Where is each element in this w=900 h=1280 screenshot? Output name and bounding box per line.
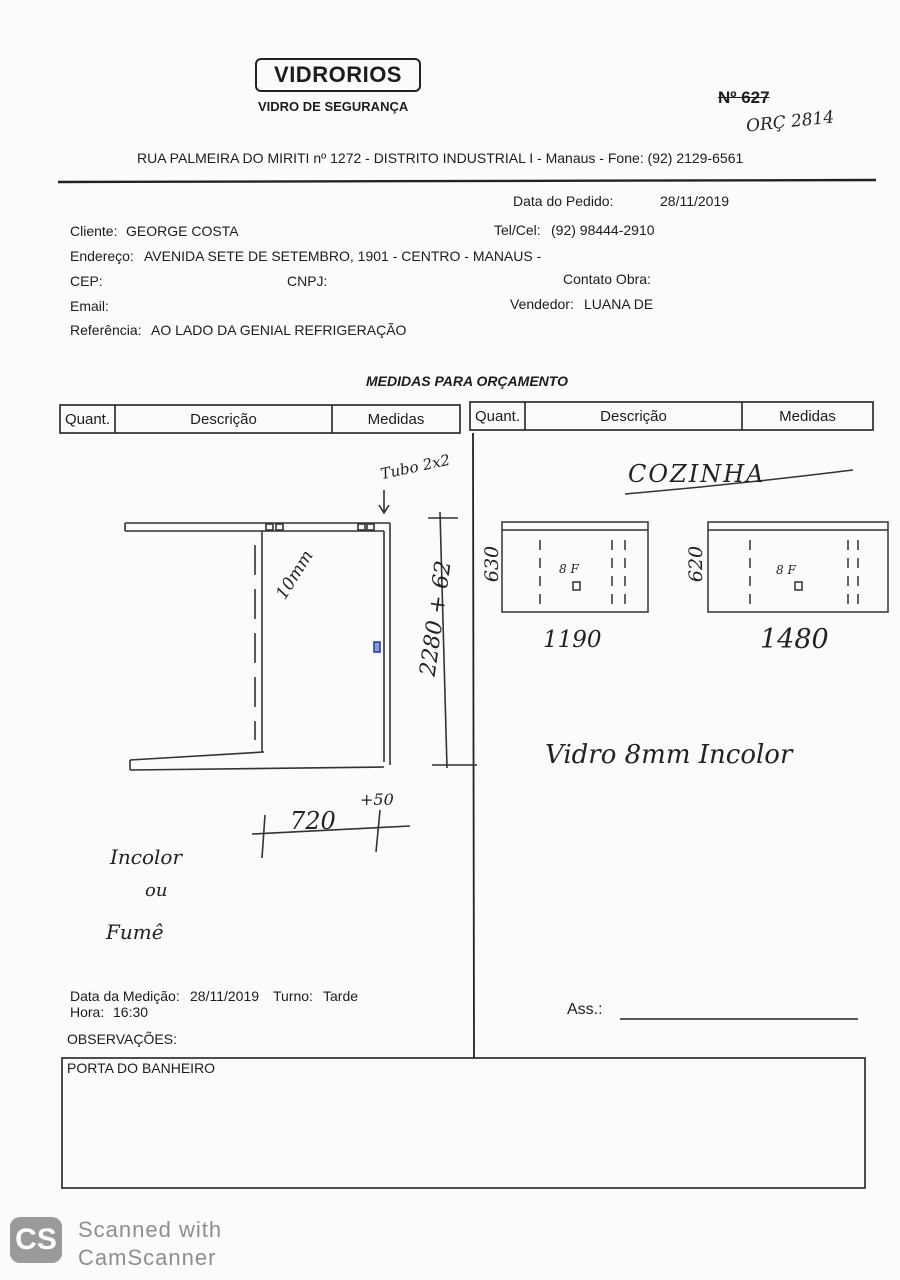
header-left-quant: Quant. bbox=[64, 410, 111, 428]
door-width: 720 bbox=[290, 807, 336, 835]
reference-label: Referência: bbox=[70, 322, 142, 338]
panel2-height: 620 bbox=[685, 545, 708, 583]
observation-box bbox=[62, 1058, 865, 1188]
seller-label: Vendedor: bbox=[510, 296, 574, 312]
company-address: RUA PALMEIRA DO MIRITI nº 1272 - DISTRITO INDUSTRIAL I - Manaus - Fone: (92) 2129-6561 bbox=[137, 150, 744, 166]
phone-value: (92) 98444-2910 bbox=[551, 222, 655, 238]
header-left-description: Descrição bbox=[190, 410, 257, 428]
header-rule bbox=[58, 180, 876, 182]
color-option-incolor: Incolor bbox=[110, 845, 183, 869]
printed-number: Nº 627 bbox=[718, 88, 770, 107]
shift-value: Tarde bbox=[323, 988, 359, 1004]
measure-date-label: Data da Medição: bbox=[70, 988, 180, 1004]
kitchen-title: COZINHA bbox=[628, 460, 766, 488]
shift-label: Turno: bbox=[273, 988, 313, 1004]
tube-note: Tubo 2x2 bbox=[378, 450, 452, 484]
observations-label: OBSERVAÇÕES: bbox=[67, 1031, 177, 1047]
observations-text: PORTA DO BANHEIRO bbox=[67, 1060, 216, 1076]
door-width-extra: +50 bbox=[360, 790, 394, 809]
panel1-height: 630 bbox=[481, 545, 504, 583]
phone-label: Tel/Cel: bbox=[494, 222, 541, 238]
door-height: 2280 + 62 bbox=[415, 559, 457, 678]
reference-value: AO LADO DA GENIAL REFRIGERAÇÃO bbox=[151, 322, 407, 338]
cep-label: CEP: bbox=[70, 273, 103, 289]
panel2-width: 1480 bbox=[760, 624, 829, 655]
color-option-fume: Fumê bbox=[106, 920, 164, 944]
header-right-description: Descrição bbox=[600, 407, 667, 425]
watermark-line1: Scanned with bbox=[78, 1217, 223, 1242]
email-label: Email: bbox=[70, 298, 109, 314]
measure-date-value: 28/11/2019 bbox=[190, 988, 260, 1004]
handwritten-quote-number: ORÇ 2814 bbox=[745, 107, 836, 137]
contact-label: Contato Obra: bbox=[563, 271, 651, 287]
color-option-or: ou bbox=[145, 880, 168, 901]
panel1-width: 1190 bbox=[543, 627, 602, 653]
watermark-line2: CamScanner bbox=[78, 1245, 217, 1270]
panel1-mark: 8 F bbox=[559, 562, 579, 576]
door-glass-note: 10mm bbox=[272, 546, 318, 604]
cnpj-label: CNPJ: bbox=[287, 273, 328, 289]
order-date-value: 28/11/2019 bbox=[660, 193, 730, 209]
header-left-measures: Medidas bbox=[367, 410, 425, 428]
time-label: Hora: bbox=[70, 1004, 105, 1020]
order-date-label: Data do Pedido: bbox=[513, 193, 614, 209]
company-logo: VIDRORIOS bbox=[255, 58, 421, 92]
camscanner-logo: CS bbox=[10, 1217, 62, 1263]
client-value: GEORGE COSTA bbox=[126, 223, 239, 239]
panel2-mark: 8 F bbox=[776, 563, 796, 577]
time-value: 16:30 bbox=[113, 1004, 149, 1020]
signature-label: Ass.: bbox=[567, 1001, 603, 1018]
kitchen-glass-note: Vidro 8mm Incolor bbox=[545, 740, 793, 770]
section-title: MEDIDAS PARA ORÇAMENTO bbox=[366, 373, 568, 389]
header-right-quant: Quant. bbox=[474, 407, 521, 425]
header-right-measures: Medidas bbox=[779, 407, 836, 425]
address-value: AVENIDA SETE DE SETEMBRO, 1901 - CENTRO - MANAUS - bbox=[144, 248, 542, 264]
client-label: Cliente: bbox=[70, 223, 118, 239]
kitchen-panels-sketch bbox=[502, 470, 888, 612]
address-label: Endereço: bbox=[70, 248, 134, 264]
column-divider bbox=[473, 433, 474, 1058]
company-tagline: VIDRO DE SEGURANÇA bbox=[258, 99, 409, 114]
seller-value: LUANA DE bbox=[584, 296, 654, 312]
